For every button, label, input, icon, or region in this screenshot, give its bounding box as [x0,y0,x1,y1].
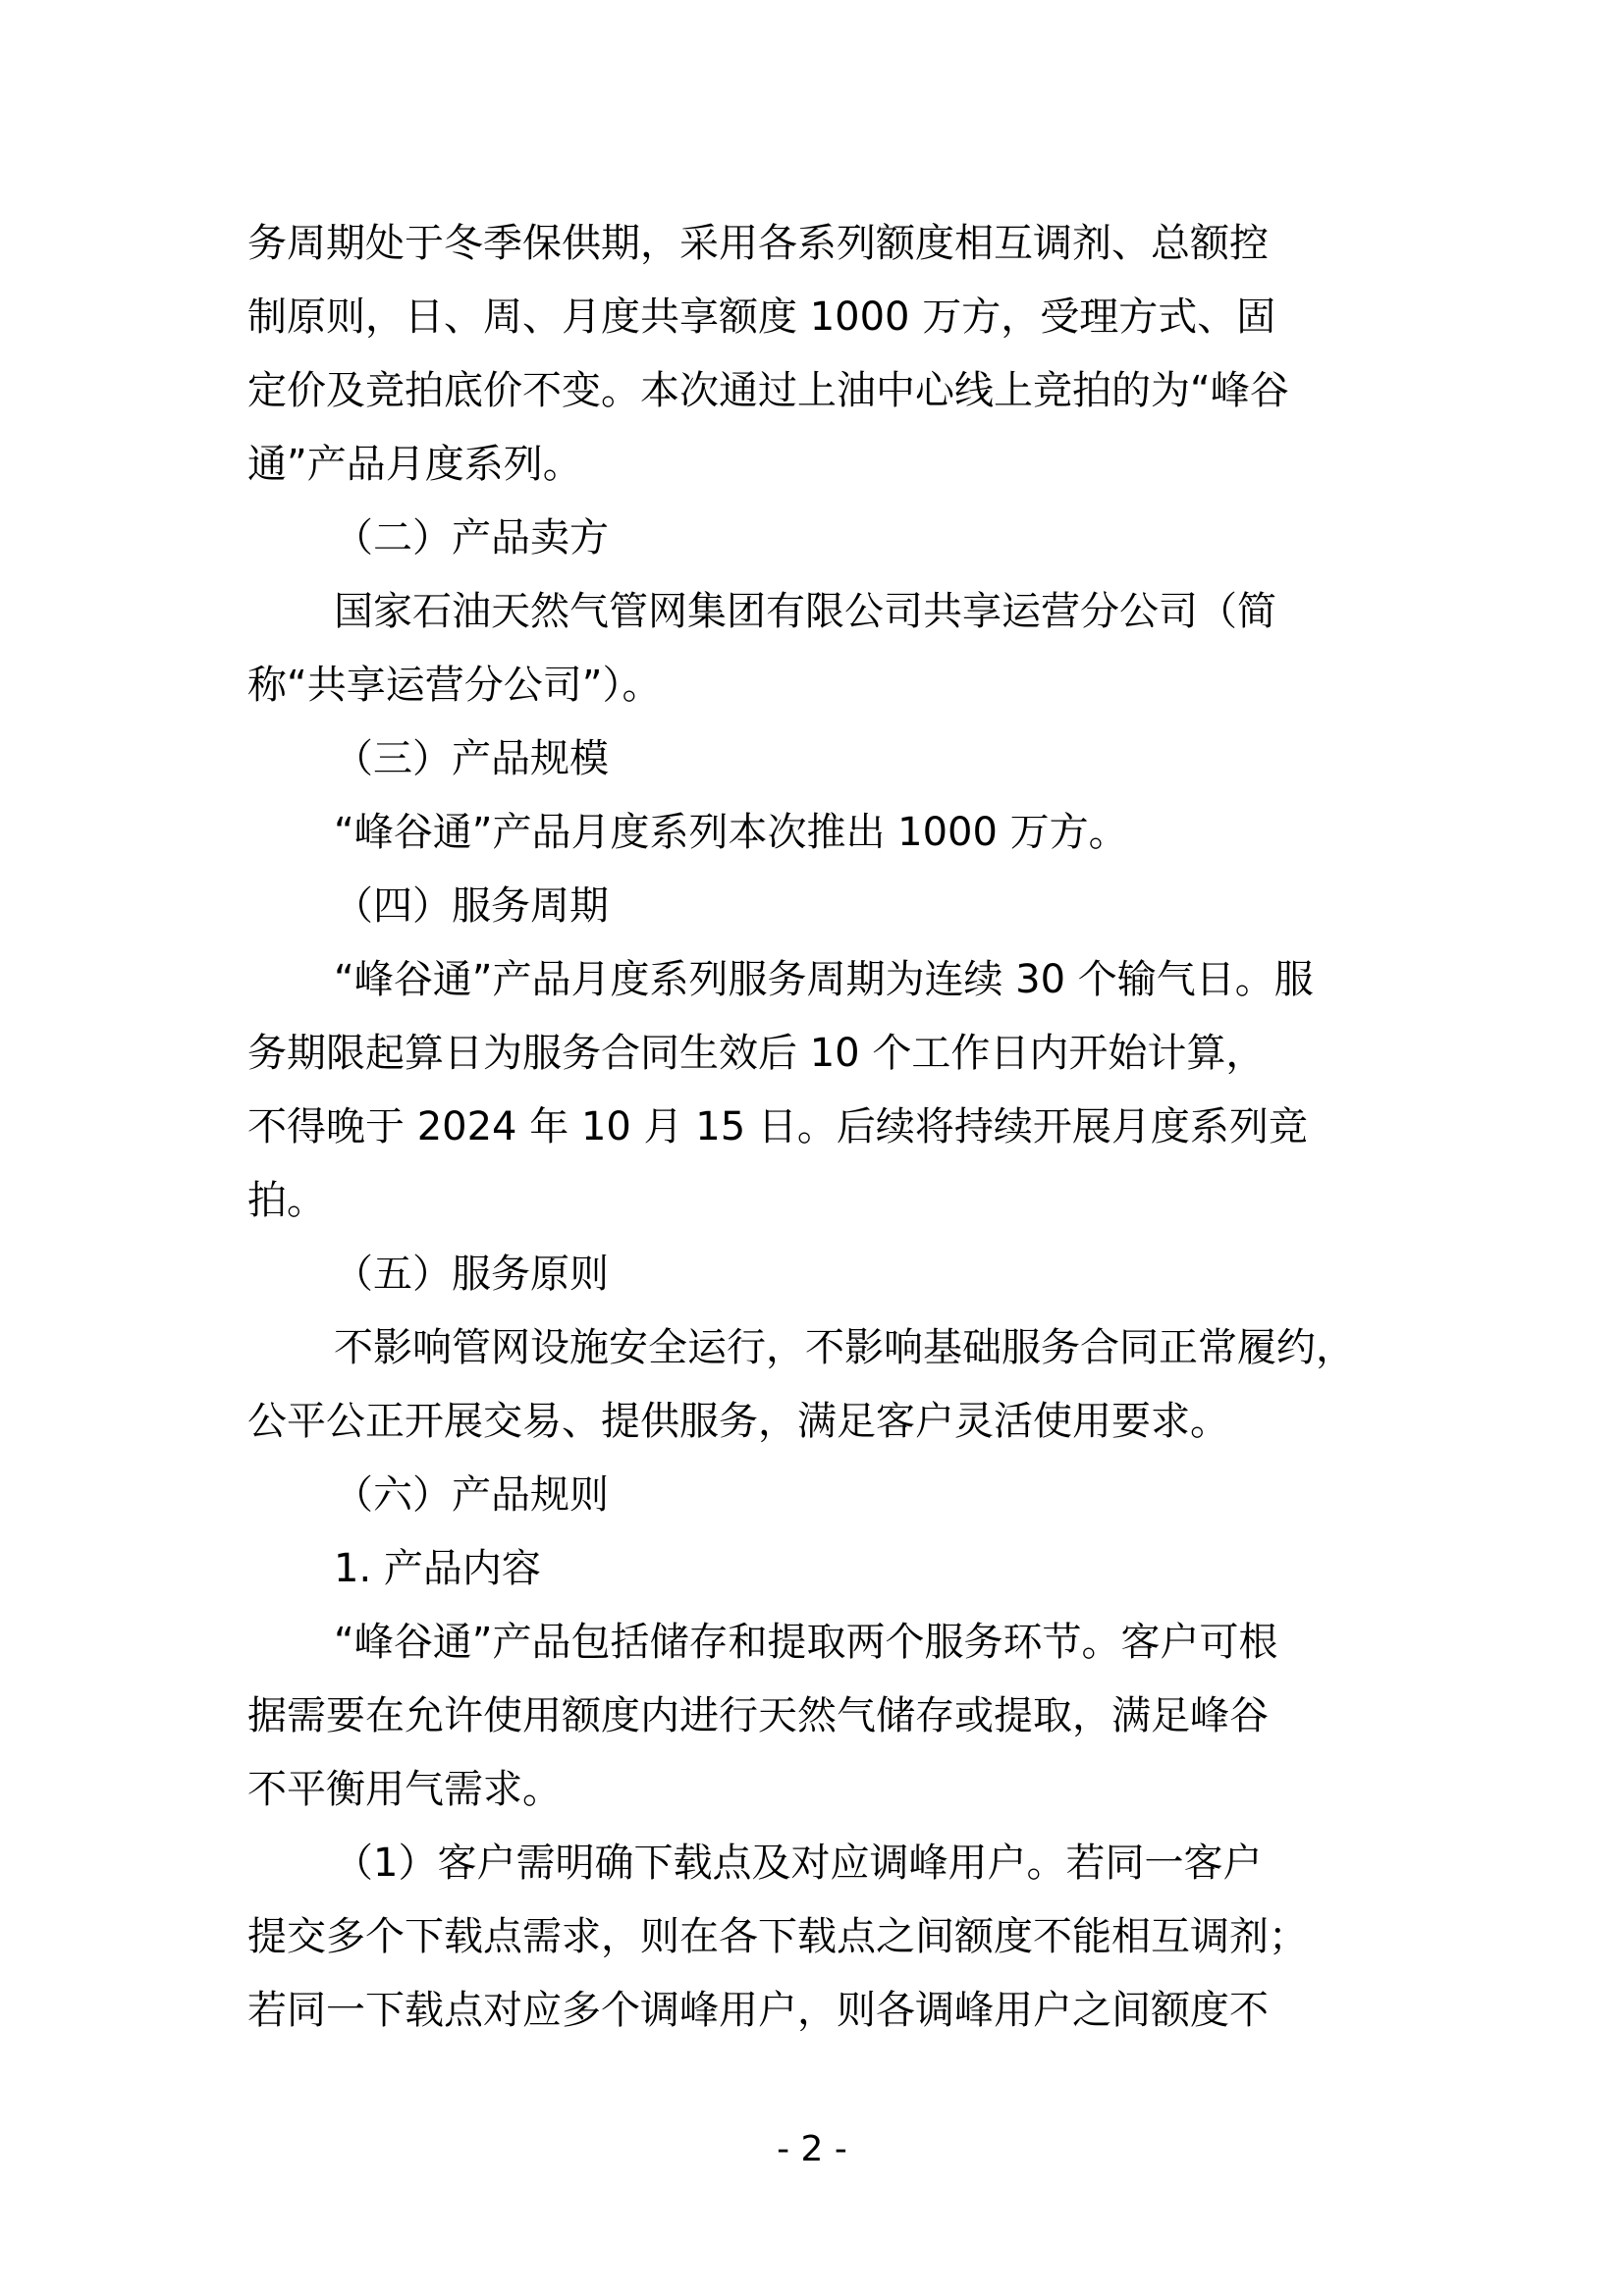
body-line: 务周期处于冬季保供期，采用各系列额度相互调剂、总额控 [247,221,1269,266]
section-heading: （四）服务周期 [334,883,609,929]
body-line: 定价及竞拍底价不变。本次通过上油中心线上竞拍的为“峰谷 [247,368,1289,413]
section-heading: （六）产品规则 [334,1472,609,1518]
body-line: 制原则，日、周、月度共享额度 1000 万方，受理方式、固 [247,294,1276,340]
body-line: 拍。 [247,1178,326,1223]
body-line: 公平公正开展交易、提供服务，满足客户灵活使用要求。 [247,1399,1229,1444]
page-number: - 2 - [777,2129,847,2169]
body-line: 国家石油天然气管网集团有限公司共享运营分公司（简 [334,589,1276,634]
body-line: 不平衡用气需求。 [247,1767,562,1812]
body-line: “峰谷通”产品包括储存和提取两个服务环节。客户可根 [334,1620,1278,1665]
body-line: 不影响管网设施安全运行，不影响基础服务合同正常履约， [334,1325,1355,1370]
body-line: 提交多个下载点需求，则在各下载点之间额度不能相互调剂； [247,1914,1308,1959]
section-heading: （二）产品卖方 [334,515,609,561]
section-heading: （五）服务原则 [334,1252,609,1297]
body-line: 务期限起算日为服务合同生效后 10 个工作日内开始计算， [247,1031,1266,1076]
body-line: 若同一下载点对应多个调峰用户，则各调峰用户之间额度不 [247,1988,1269,2033]
subsection-heading: 1. 产品内容 [334,1546,541,1591]
body-line: 据需要在允许使用额度内进行天然气储存或提取，满足峰谷 [247,1693,1269,1738]
section-heading: （三）产品规模 [334,736,609,781]
body-line: “峰谷通”产品月度系列本次推出 1000 万方。 [334,810,1128,855]
body-line: （1）客户需明确下载点及对应调峰用户。若同一客户 [334,1841,1263,1886]
body-line: “峰谷通”产品月度系列服务周期为连续 30 个输气日。服 [334,957,1314,1002]
body-line: 称“共享运营分公司”）。 [247,663,662,708]
body-line: 通”产品月度系列。 [247,442,582,487]
body-line: 不得晚于 2024 年 10 月 15 日。后续将持续开展月度系列竞 [247,1104,1308,1149]
